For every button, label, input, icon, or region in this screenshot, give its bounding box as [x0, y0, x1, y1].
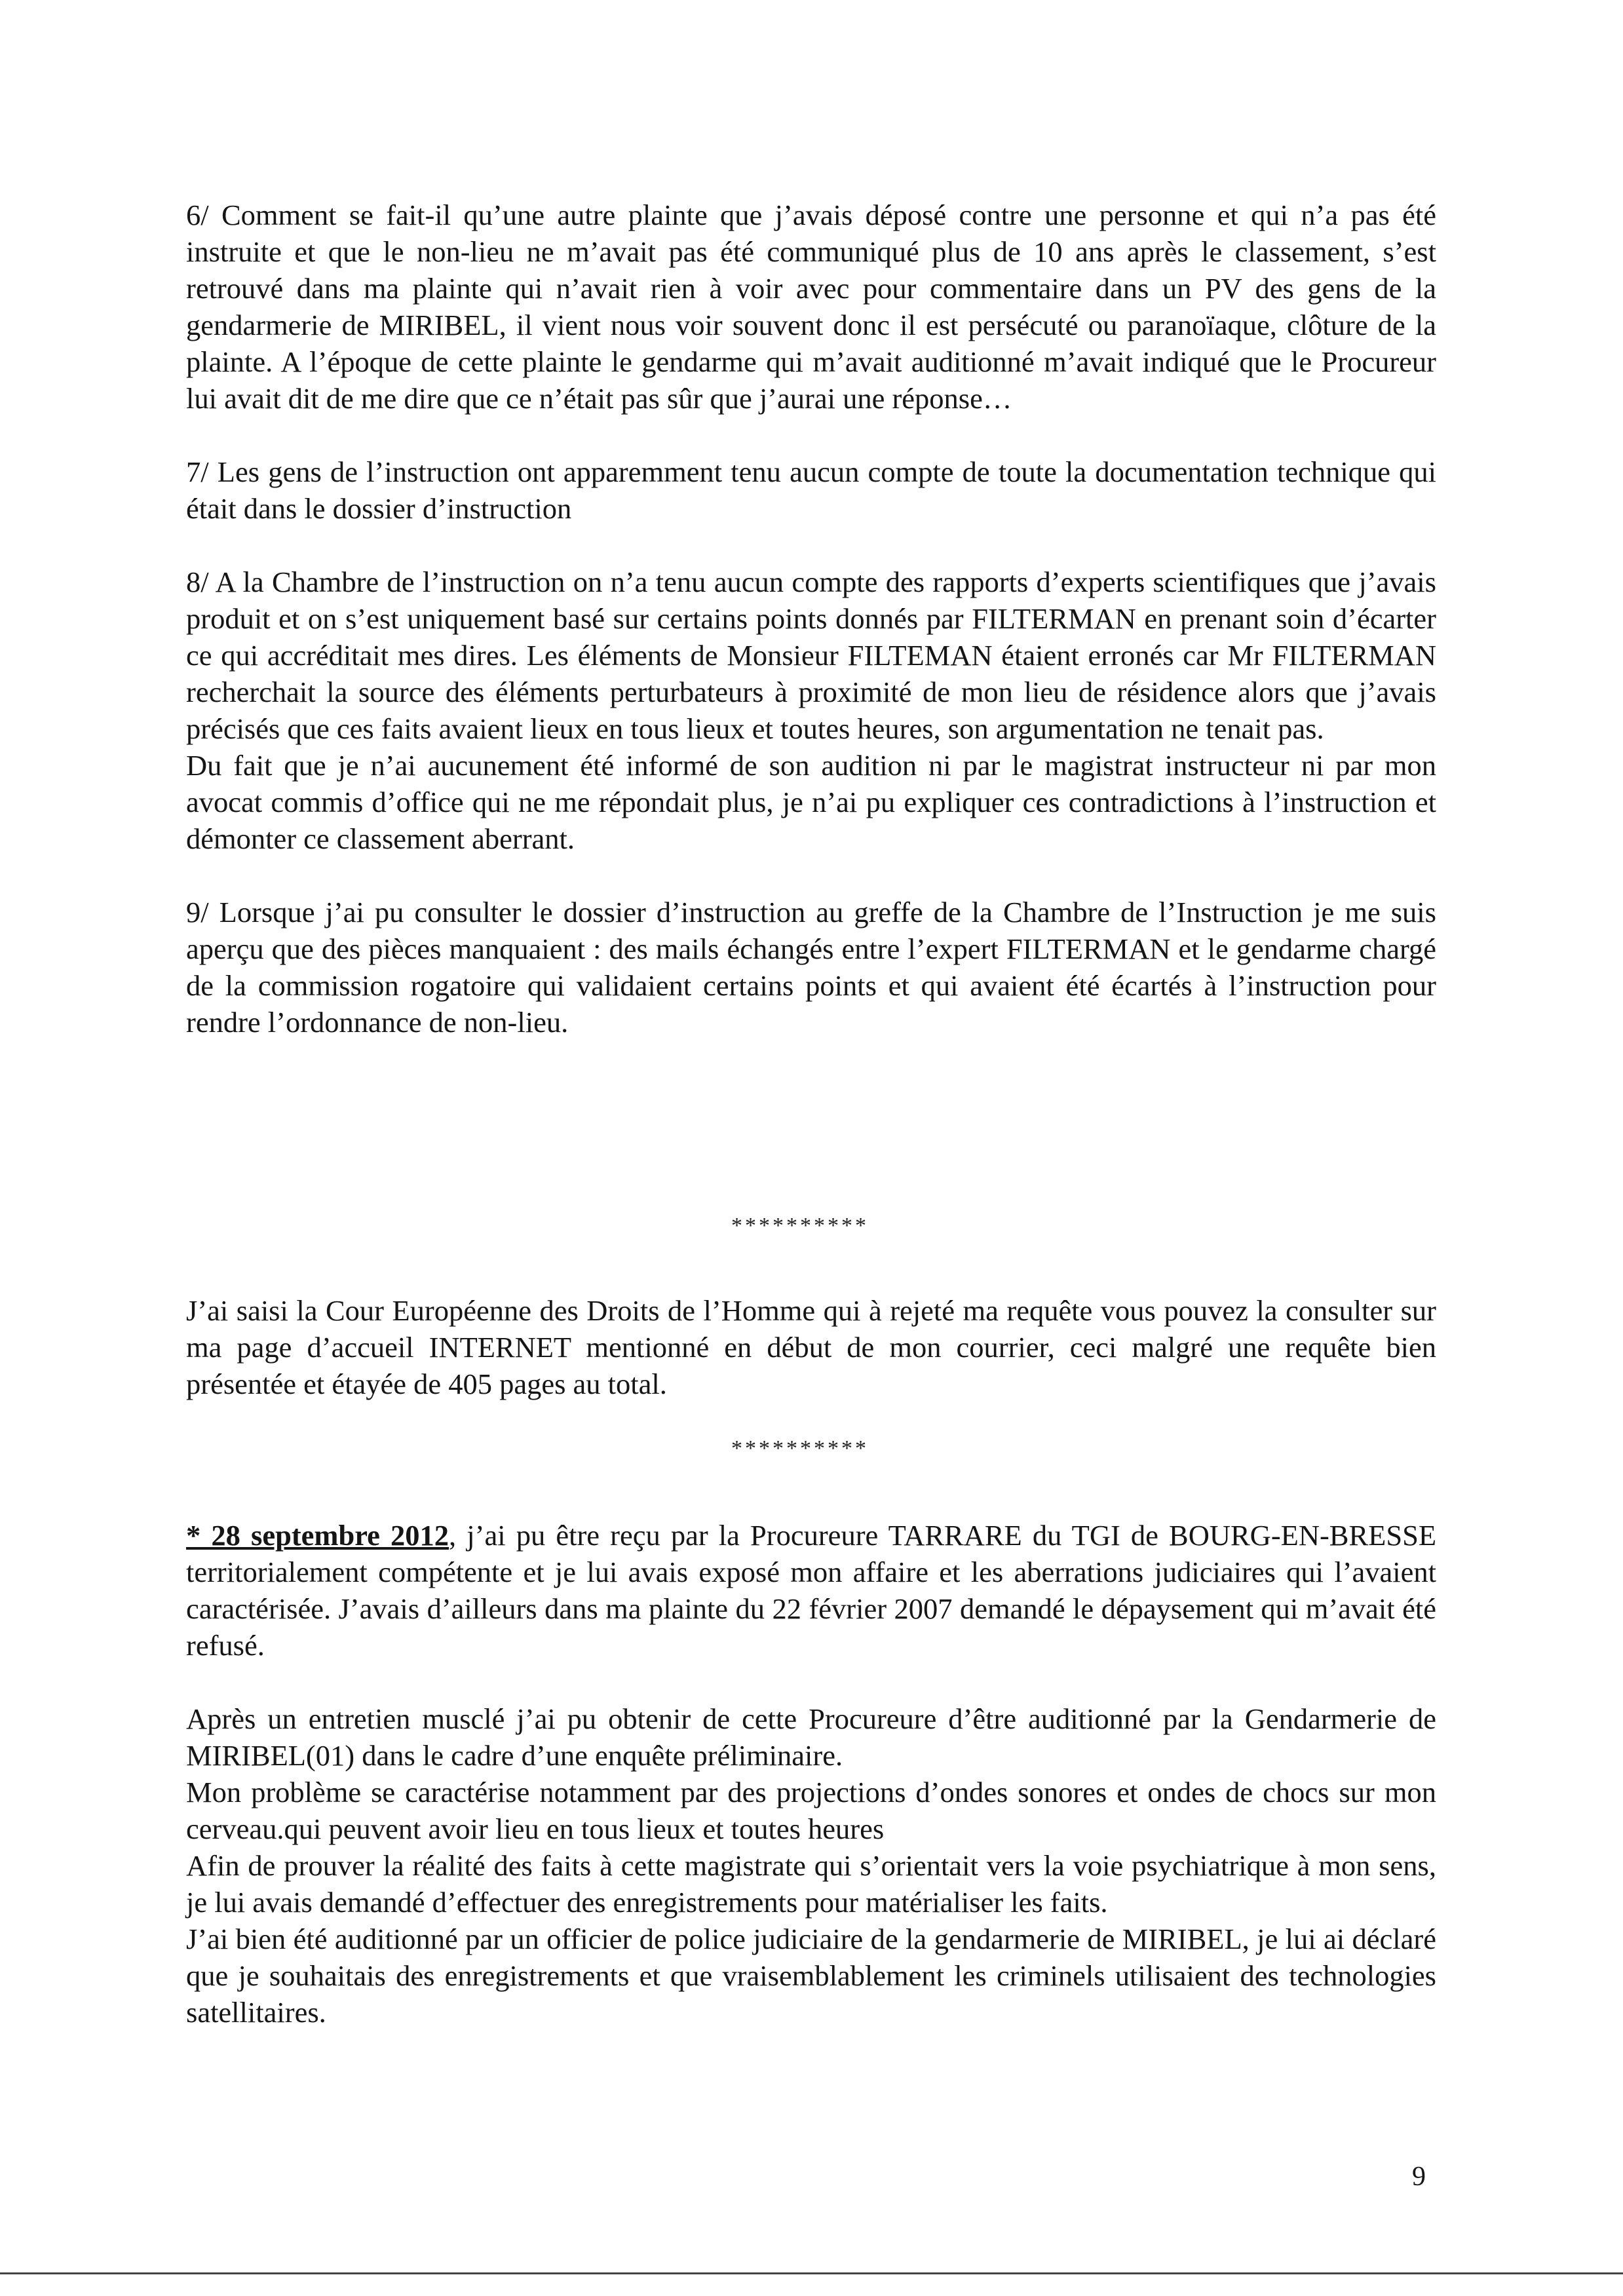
- section-separator: **********: [731, 1436, 869, 1461]
- date-reference: * 28 septembre 2012: [186, 1519, 449, 1552]
- paragraph-problem: Mon problème se caractérise notamment par des projections d’ondes sonores et ondes de chocs sur mon cerveau.qui peuvent avoir lieu en tous lieux et toutes heures: [186, 1776, 1436, 1845]
- paragraph-8-continued: Du fait que je n’ai aucunement été informé de son audition ni par le magistrat instructeur ni par mon avocat commis d’office qui ne me répondait plus, je n’ai pu expliquer ces contradictions à l’instruction et démonter ce classement aberrant.: [186, 749, 1436, 855]
- paragraph-proof: Afin de prouver la réalité des faits à cette magistrate qui s’orientait vers la voie psychiatrique à mon sens, je lui avais demandé d’effectuer des enregistrements pour matérialiser les faits.: [186, 1849, 1436, 1919]
- paragraph-september-text: , j’ai pu être reçu par la Procureure TARRARE du TGI de BOURG-EN-BRESSE territorialement compétente et je lui avais exposé mon affaire et les aberrations judiciaires qui l’avaient caractérisée. J’avais d’ailleurs dans ma plainte du 22 février 2007 demandé le dépaysement qui m’avait été refusé.: [186, 1519, 1436, 1662]
- footer-rule: [0, 2272, 1623, 2274]
- paragraph-september: [186, 1517, 1436, 1664]
- paragraph-7: 7/ Les gens de l’instruction ont apparemment tenu aucun compte de toute la documentation technique qui était dans le dossier d’instruction: [186, 455, 1436, 525]
- paragraph-9: 9/ Lorsque j’ai pu consulter le dossier d’instruction au greffe de la Chambre de l’Instruction je me suis aperçu que des pièces manquaient : des mails échangés entre l’expert FILTERMAN et le gendarme chargé de la commission rogatoire qui validaient certains points et qui avaient été écartés à l’instruction pour rendre l’ordonnance de non-lieu.: [186, 896, 1436, 1039]
- paragraph-6: 6/ Comment se fait-il qu’une autre plainte que j’avais déposé contre une personne et qui n’a pas été instruite et que le non-lieu ne m’avait pas été communiqué plus de 10 ans après le classement, s’est retrouvé dans ma plainte qui n’avait rien à voir avec pour commentaire dans un PV des gens de la gendarmerie de MIRIBEL, il vient nous voir souvent donc il est persécuté ou paranoïaque, clôture de la plainte. A l’époque de cette plainte le gendarme qui m’avait auditionné m’avait indiqué que le Procureur lui avait dit de me dire que ce n’était pas sûr que j’aurai une réponse…: [186, 199, 1436, 415]
- paragraph-cedh: J’ai saisi la Cour Européenne des Droits de l’Homme qui à rejeté ma requête vous pouvez la consulter sur ma page d’accueil INTERNET mentionné en début de mon courrier, ceci malgré une requête bien présentée et étayée de 405 pages au total.: [186, 1294, 1436, 1400]
- paragraph-audition: J’ai bien été auditionné par un officier de police judiciaire de la gendarmerie de MIRIBEL, je lui ai déclaré que je souhaitais des enregistrements et que vraisemblablement les criminels utilisaient des technologies satellitaires.: [186, 1923, 1436, 2029]
- section-separator: **********: [731, 1214, 869, 1238]
- document-body-cedh: [186, 1292, 1436, 1439]
- paragraph-hearing: Après un entretien musclé j’ai pu obtenir de cette Procureure d’être auditionné par la Gendarmerie de MIRIBEL(01) dans le cadre d’une enquête préliminaire.: [186, 1702, 1436, 1772]
- document-body: [186, 197, 1436, 1077]
- paragraph-8: 8/ A la Chambre de l’instruction on n’a tenu aucun compte des rapports d’experts scientifiques que j’avais produit et on s’est uniquement basé sur certains points donnés par FILTERMAN en prenant soin d’écarter ce qui accréditait mes dires. Les éléments de Monsieur FILTEMAN étaient erronés car Mr FILTERMAN recherchait la source des éléments perturbateurs à proximité de mon lieu de résidence alors que j’avais précisés que ces faits avaient lieux en tous lieux et toutes heures, son argumentation ne tenait pas.: [186, 565, 1436, 745]
- page-number: 9: [1412, 2162, 1426, 2192]
- document-body-september: [186, 1517, 1436, 2031]
